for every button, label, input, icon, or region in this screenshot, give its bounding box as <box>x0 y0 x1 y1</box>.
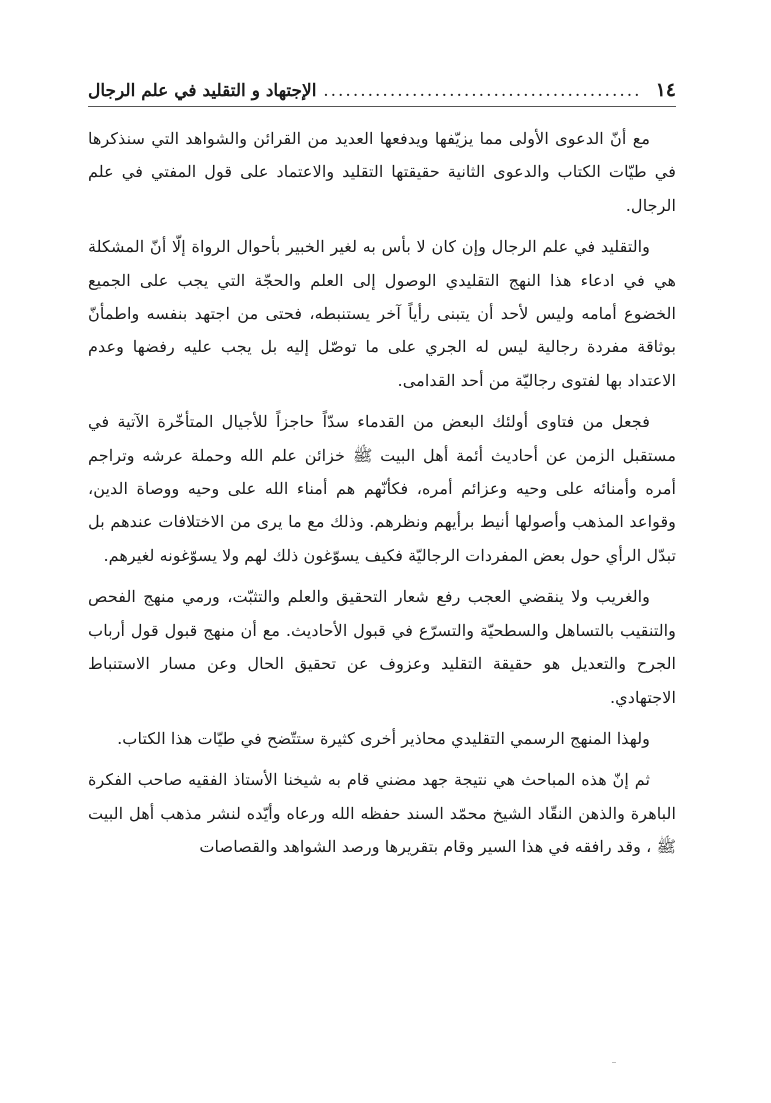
paragraph: ولهذا المنهج الرسمي التقليدي محاذير أخرى كثيرة ستتّضح في طيّات هذا الكتاب. <box>117 728 650 748</box>
paragraph: فجعل من فتاوى أولئك البعض من القدماء سدّاً حاجزاً للأجيال المتأخّرة الآتية في مستقبل الزمن عن أحاديث أئمة أهل البيت ﷺ خزائن علم الله وحملة عرشه وتراجم أمره وأمنائه على وحيه وعزائم أمره، فكأنّهم هم أمناء الله على وحيه ووصاة الدين، وقواعد المذهب وأصولها أنيط برأيهم ونظرهم. وذلك مع ما يرى من الاختلافات عندهم بل تبدّل الرأي حول بعض المفردات الرجاليّة فكيف يسوّغون ذلك لهم ولا يسوّغونه لغيرهم. <box>88 412 676 565</box>
body-text <box>88 122 676 872</box>
leader-dots <box>322 81 641 101</box>
paragraph: ثم إنّ هذه المباحث هي نتيجة جهد مضني قام به شيخنا الأستاذ الفقيه صاحب الفكرة الباهرة والذهن النقّاد الشيخ محمّد السند حفظه الله ورعاه وأيّده لنشر مذهب أهل البيت ﷺ ، وقد رافقه في هذا السير وقام بتقريرها ورصد الشواهد والقصاصات <box>88 770 676 857</box>
page-number: ١٤ <box>655 79 676 101</box>
paragraph: والغريب ولا ينقضي العجب رفع شعار التحقيق والعلم والتثبّت، ورمي منهج الفحص والتنقيب بالتساهل والسطحيّة والتسرّع في قبول الأحاديث. مع أن منهج قبول قول أرباب الجرح والتعديل هو حقيقة التقليد وعزوف عن تحقيق الحال وعن مسار الاستنباط الاجتهادي. <box>88 587 676 707</box>
running-title: الإجتهاد و التقليد في علم الرجال <box>88 81 317 101</box>
header-rule <box>88 106 676 107</box>
scan-mark <box>612 1062 616 1063</box>
paragraph: مع أنّ الدعوى الأولى مما يزيّفها ويدفعها العديد من القرائن والشواهد التي سنذكرها في طيّات الكتاب والدعوى الثانية حقيقتها التقليد والاعتماد على قول المفتي في علم الرجال. <box>88 129 676 215</box>
paragraph: والتقليد في علم الرجال وإن كان لا بأس به لغير الخبير بأحوال الرواة إلّا أنّ المشكلة هي في ادعاء هذا النهج التقليدي الوصول إلى العلم والحجّة التي يجب على الجميع الخضوع أمامه وليس لأحد أن يتبنى رأياً آخر يستنبطه، فحتى من اجتهد بنفسه واطمأنّ بوثاقة مفردة رجالية ليس له الجري على ما توصّل إليه بل يجب عليه رفضها وعدم الاعتداد بها لفتوى رجاليّة من أحد القدامى. <box>88 237 676 390</box>
running-header <box>88 79 676 101</box>
